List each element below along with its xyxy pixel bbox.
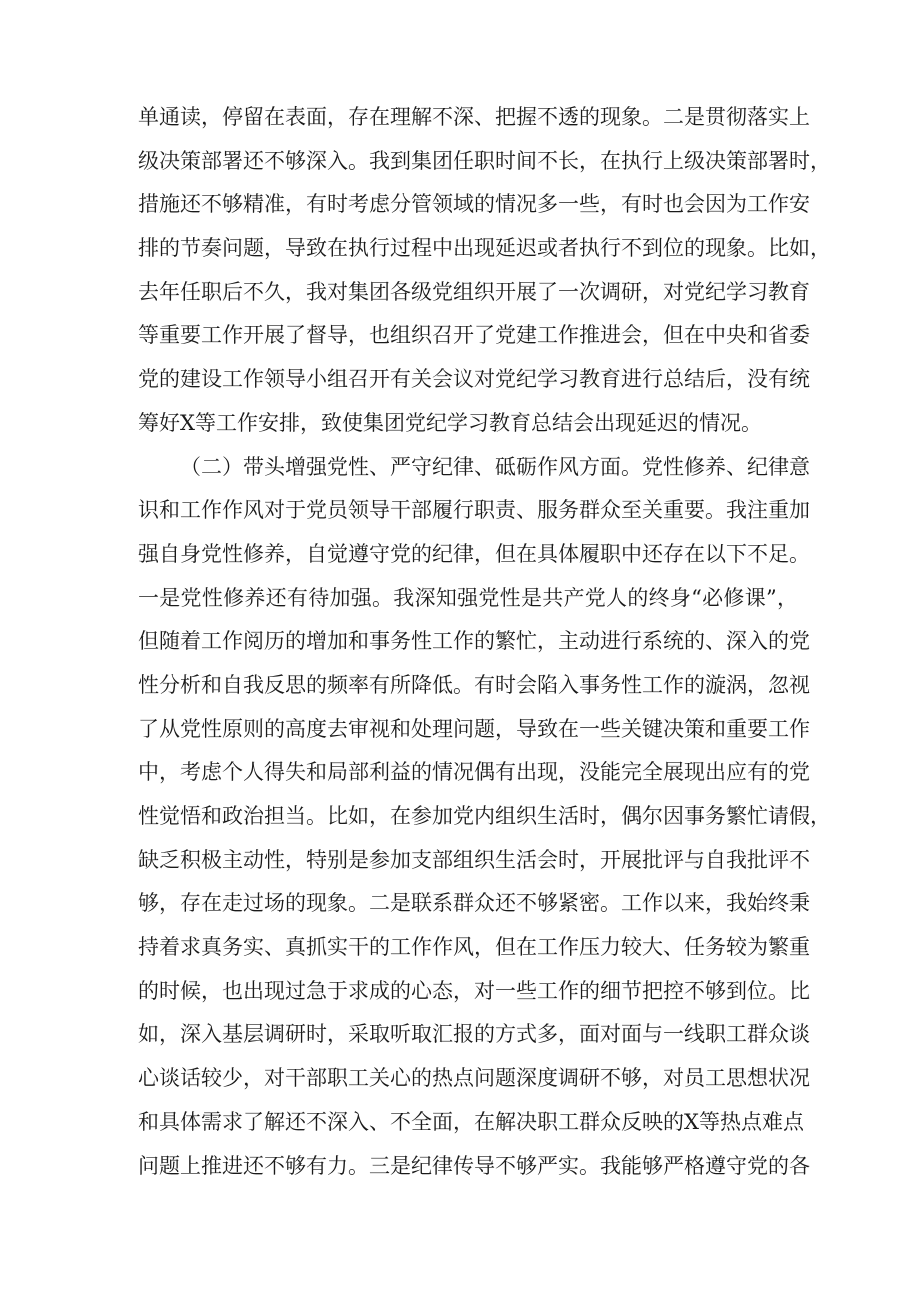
text-line: 党的建设工作领导小组召开有关会议对党纪学习教育进行总结后，没有统 — [138, 367, 810, 392]
text-line: 够，存在走过场的现象。二是联系群众还不够紧密。工作以来，我始终秉 — [138, 891, 810, 916]
text-line: 识和工作作风对于党员领导干部履行职责、服务群众至关重要。我注重加 — [138, 498, 810, 523]
text-line: 级决策部署还不够深入。我到集团任职时间不长，在执行上级决策部署时， — [138, 148, 831, 173]
text-line: 强自身党性修养，自觉遵守党的纪律，但在具体履职中还存在以下不足。 — [138, 541, 810, 566]
text-line: 措施还不够精准，有时考虑分管领域的情况多一些，有时也会因为工作安 — [138, 192, 810, 217]
section-heading-line: （二）带头增强党性、严守纪律、砥砺作风方面。党性修养、纪律意 — [180, 454, 810, 479]
text-line: 单通读，停留在表面，存在理解不深、把握不透的现象。二是贯彻落实上 — [138, 105, 810, 129]
text-line: 筹好X等工作安排，致使集团党纪学习教育总结会出现延迟的情况。 — [138, 410, 762, 435]
text-line: 了从党性原则的高度去审视和处理问题，导致在一些关键决策和重要工作 — [138, 716, 810, 741]
text-line: 中，考虑个人得失和局部利益的情况偶有出现，没能完全展现出应有的党 — [138, 760, 810, 785]
text-line: 但随着工作阅历的增加和事务性工作的繁忙，主动进行系统的、深入的党 — [138, 629, 810, 654]
text-line: 心谈话较少，对干部职工关心的热点问题深度调研不够，对员工思想状况 — [138, 1066, 810, 1091]
body-text — [138, 96, 831, 1188]
text-line: 问题上推进还不够有力。三是纪律传导不够严实。我能够严格遵守党的各 — [138, 1153, 810, 1178]
text-line: 和具体需求了解还不深入、不全面，在解决职工群众反映的X等热点难点 — [138, 1109, 804, 1134]
text-line: 排的节奏问题，导致在执行过程中出现延迟或者执行不到位的现象。比如， — [138, 236, 831, 261]
text-line: 如，深入基层调研时，采取听取汇报的方式多，面对面与一线职工群众谈 — [138, 1022, 810, 1047]
text-line: 一是党性修养还有待加强。我深知强党性是共产党人的终身“必修课”， — [138, 585, 798, 610]
text-line: 性觉悟和政治担当。比如，在参加党内组织生活时，偶尔因事务繁忙请假， — [138, 804, 831, 828]
text-line: 持着求真务实、真抓实干的工作作风，但在工作压力较大、任务较为繁重 — [138, 935, 810, 960]
text-line: 缺乏积极主动性，特别是参加支部组织生活会时，开展批评与自我批评不 — [138, 847, 810, 872]
text-line: 的时候，也出现过急于求成的心态，对一些工作的细节把控不够到位。比 — [138, 978, 810, 1003]
text-line: 性分析和自我反思的频率有所降低。有时会陷入事务性工作的漩涡，忽视 — [138, 672, 810, 697]
text-line: 等重要工作开展了督导，也组织召开了党建工作推进会，但在中央和省委 — [138, 323, 810, 348]
text-line: 去年任职后不久，我对集团各级党组织开展了一次调研，对党纪学习教育 — [138, 279, 810, 304]
